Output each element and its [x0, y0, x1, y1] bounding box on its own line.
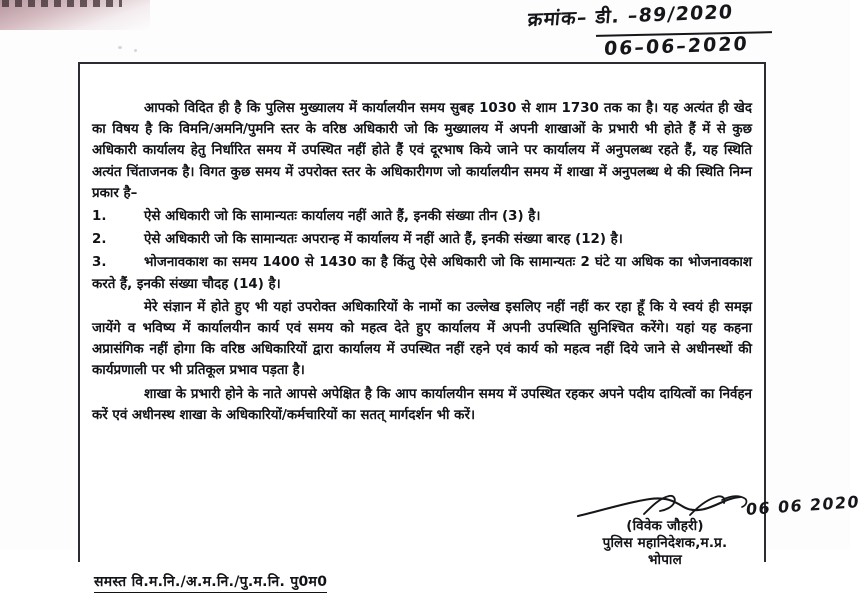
list-item-3 [92, 252, 752, 294]
distribution-line: समस्त वि.म.नि./अ.म.नि./पु.म.नि. पु0म0 [94, 572, 327, 593]
scan-speck [134, 49, 137, 52]
handwritten-header [526, 1, 818, 61]
scan-speck [118, 46, 122, 49]
signature-block [550, 491, 861, 569]
scan-edge-artifact [0, 0, 150, 30]
list-item-1-number: 1. [92, 209, 107, 225]
list-item-3-text: भोजनावकाश का समय 1400 से 1430 का है किंतु ऐसे अधिकारी जो कि सामान्यतः 2 घंटे या अधिक का भोजनावकाश करते हैं, इनकी संख्या चौदह (14) है। [92, 255, 752, 292]
list-item-1-text: ऐसे अधिकारी जो कि सामान्यतः कार्यालय नहीं आते हैं, इनकी संख्या तीन (3) है। [144, 209, 541, 225]
signatory-title: पुलिस महानिदेशक,म.प्र. [602, 535, 728, 551]
list-item-2 [92, 229, 752, 250]
paragraph-intro: आपको विदित ही है कि पुलिस मुख्यालय में कार्यालयीन समय सुबह 1030 से शाम 1730 तक का है। यह अत्यंत ही खेद का विषय है कि विमनि/अमनि/पुमनि स्तर के वरिष्ठ अधिकारी जो कि मुख्यालय में अपनी शाखाओं के प्रभारी भी होते हैं में से कुछ अधिकारी कार्यालय हेतु निर्धारित समय में उपस्थित नहीं होते हैं एवं दूरभाष किये जाने पर कार्यालय में अनुपलब्ध रहते हैं, यह स्थिति अत्यंत चिंताजनक है। विगत कुछ समय में उपरोक्त स्तर के अधिकारीगण जो कार्यालयीन समय में शाखा में अनुपलब्ध थे की स्थिति निम्न प्रकार है– [92, 101, 752, 201]
signatory-city: भोपाल [648, 552, 682, 568]
list-item-2-number: 2. [92, 232, 107, 248]
list-item-3-number: 3. [92, 255, 107, 271]
paragraph-closing: शाखा के प्रभारी होने के नाते आपसे अपेक्षित है कि आप कार्यालयीन समय में उपस्थित रहकर अपने पदीय दायित्वों का निर्वहन करें एवं अधीनस्थ शाखा के अधिकारियों/कर्मचारियों का सतत् मार्गदर्शन भी करें। [92, 386, 752, 423]
letter-body-box [78, 62, 861, 590]
signature-date: 06 06 2020 [745, 491, 861, 520]
reference-number: क्रमांक– डी. –89/2020 [526, 1, 735, 32]
paragraph-remarks: मेरे संज्ञान में होते हुए भी यहां उपरोक्त अधिकारियों के नामों का उल्लेख इसलिए नहीं नहीं कर रहा हूँ कि ये स्वयं ही समझ जायेंगे व भविष्य में कार्यालयीन कार्य एवं समय को महत्व देते हुए कार्यालय में अपनी उपस्थिति सुनिश्चित करेंगे। यहां यह कहना अप्रासंगिक नहीं होगा कि वरिष्ठ अधिकारियों द्वारा कार्यालय में उपस्थित नहीं रहने एवं कार्य को महत्व नहीं दिये जाने से अधीनस्थों की कार्यप्रणाली पर भी प्रतिकूल प्रभाव पड़ता है। [92, 299, 752, 379]
signatory-name: (विवेक जौहरी) [626, 518, 704, 534]
list-item-1 [92, 206, 752, 227]
header-date: 06–06–2020 [603, 32, 750, 61]
letter-text [92, 98, 752, 428]
list-item-2-text: ऐसे अधिकारी जो कि सामान्यतः अपरान्ह में कार्यालय में नहीं आते हैं, इनकी संख्या बारह (12) है। [144, 232, 623, 248]
